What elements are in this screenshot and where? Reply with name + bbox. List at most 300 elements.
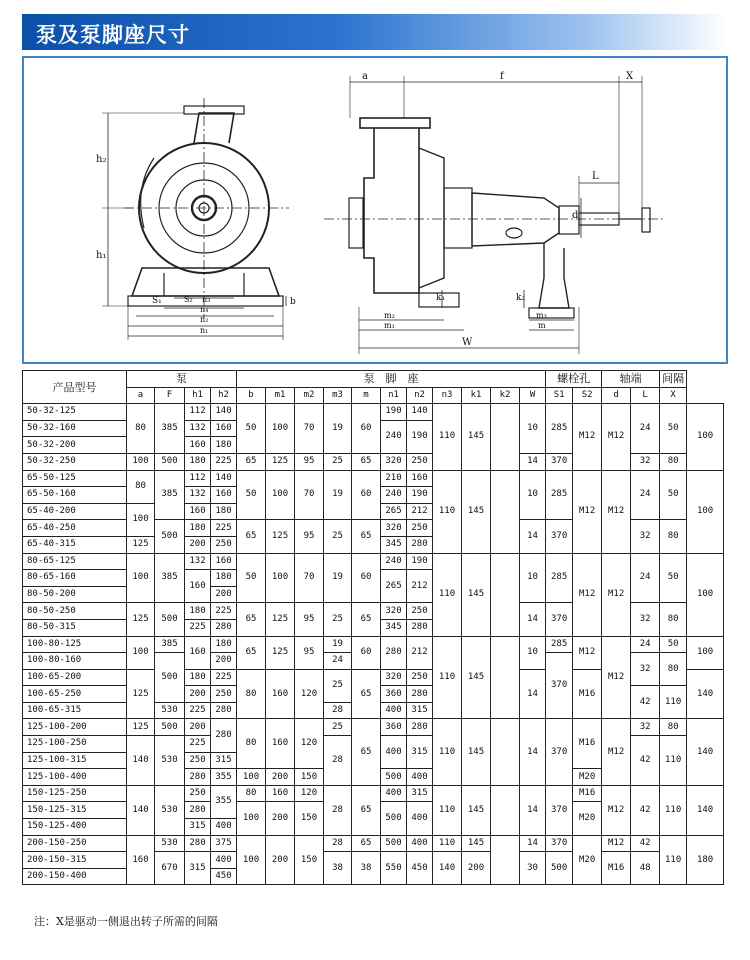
value-cell: 285	[546, 404, 573, 454]
side-view	[324, 76, 664, 354]
value-cell: 315	[407, 736, 433, 769]
value-cell: 132	[185, 553, 211, 570]
value-cell: 550	[381, 852, 407, 885]
value-cell: 200	[266, 802, 295, 835]
value-cell: 24	[631, 470, 660, 520]
value-cell: 125	[266, 520, 295, 553]
value-cell: 530	[155, 702, 185, 719]
label-a: a	[362, 71, 368, 82]
value-cell: 125	[127, 603, 155, 636]
value-cell: 110	[433, 470, 462, 553]
value-cell: 42	[631, 785, 660, 835]
value-cell: 65	[352, 453, 381, 470]
model-cell: 100-65-250	[23, 686, 127, 703]
value-cell: 60	[352, 553, 381, 603]
model-cell: 125-100-400	[23, 769, 127, 786]
value-cell: 110	[660, 736, 687, 786]
value-cell: 280	[185, 802, 211, 819]
value-cell: 265	[381, 503, 407, 520]
col-header: m3	[324, 387, 352, 404]
value-cell: 100	[237, 769, 266, 786]
model-cell: 80-65-125	[23, 553, 127, 570]
title-bar	[22, 14, 728, 50]
value-cell: 315	[185, 819, 211, 836]
value-cell: 225	[211, 669, 237, 686]
value-cell: 14	[520, 453, 546, 470]
value-cell: 110	[433, 719, 462, 785]
col-header: h1	[185, 387, 211, 404]
label-w: W	[462, 337, 473, 348]
value-cell: 24	[631, 553, 660, 603]
value-cell: 10	[520, 553, 546, 603]
value-cell: 110	[660, 686, 687, 719]
value-cell: 280	[407, 719, 433, 736]
value-cell: 240	[381, 487, 407, 504]
table-row	[23, 553, 724, 570]
value-cell: 150	[295, 802, 324, 835]
value-cell: 500	[546, 852, 573, 885]
value-cell: M12	[602, 785, 631, 835]
value-cell: 65	[352, 785, 381, 835]
value-cell: 180	[185, 603, 211, 620]
value-cell: 240	[381, 553, 407, 570]
col-header: L	[631, 387, 660, 404]
value-cell: 80	[660, 453, 687, 470]
model-cell: 80-50-200	[23, 586, 127, 603]
value-cell: 200	[266, 835, 295, 885]
col-header: k2	[491, 387, 520, 404]
value-cell: 32	[631, 520, 660, 553]
value-cell: 50	[660, 404, 687, 454]
value-cell: 530	[155, 835, 185, 852]
value-cell: 132	[185, 420, 211, 437]
drawing-panel	[22, 56, 728, 364]
header-row-2	[23, 387, 724, 404]
value-cell: 14	[520, 835, 546, 852]
value-cell: 225	[211, 520, 237, 537]
value-cell: 14	[520, 785, 546, 835]
hdr-gap: 间隔	[660, 371, 687, 388]
value-cell: 145	[462, 553, 491, 636]
hdr-shaft: 轴端	[602, 371, 660, 388]
value-cell: 225	[185, 702, 211, 719]
table-row	[23, 719, 724, 736]
value-cell: 280	[407, 536, 433, 553]
label-n2: n₂	[200, 315, 209, 324]
value-cell: 28	[324, 702, 352, 719]
value-cell: 160	[185, 570, 211, 603]
value-cell: 50	[660, 470, 687, 520]
label-m1: m₁	[384, 321, 395, 330]
value-cell: 315	[407, 702, 433, 719]
value-cell: 285	[546, 470, 573, 520]
value-cell: 200	[185, 686, 211, 703]
value-cell: 370	[546, 835, 573, 852]
value-cell: 315	[407, 785, 433, 802]
footnote: 注：X是驱动一侧退出转子所需的间隔	[34, 915, 218, 928]
value-cell: 400	[407, 835, 433, 852]
value-cell: 500	[155, 719, 185, 736]
value-cell: 38	[324, 852, 352, 885]
label-s2: S₂	[184, 295, 193, 304]
value-cell: 65	[237, 453, 266, 470]
value-cell: 160	[211, 553, 237, 570]
value-cell: M12	[573, 636, 602, 669]
value-cell: 80	[127, 404, 155, 454]
value-cell: 65	[352, 835, 381, 852]
value-cell	[491, 785, 520, 835]
value-cell: 160	[127, 835, 155, 885]
value-cell: 250	[185, 785, 211, 802]
model-cell: 65-50-160	[23, 487, 127, 504]
value-cell: 100	[266, 553, 295, 603]
value-cell: 450	[211, 868, 237, 885]
value-cell: 100	[127, 553, 155, 603]
value-cell: 110	[433, 553, 462, 636]
value-cell: 140	[211, 404, 237, 421]
value-cell: 250	[407, 669, 433, 686]
value-cell: M12	[573, 553, 602, 636]
value-cell: 125	[266, 603, 295, 636]
value-cell: 112	[185, 404, 211, 421]
value-cell: 225	[211, 603, 237, 620]
value-cell: 140	[687, 785, 724, 835]
value-cell: 50	[660, 636, 687, 653]
model-cell: 150-125-400	[23, 819, 127, 836]
value-cell: 25	[324, 453, 352, 470]
value-cell: 42	[631, 686, 660, 719]
col-header: m1	[266, 387, 295, 404]
value-cell: M12	[602, 553, 631, 636]
value-cell: 140	[211, 470, 237, 487]
value-cell: 25	[324, 719, 352, 736]
value-cell: M16	[573, 669, 602, 719]
value-cell: 70	[295, 553, 324, 603]
value-cell: 280	[407, 619, 433, 636]
value-cell: 80	[660, 653, 687, 686]
value-cell: 65	[352, 719, 381, 785]
label-n1: n₁	[200, 326, 209, 335]
value-cell: 370	[546, 453, 573, 470]
value-cell: 265	[381, 570, 407, 603]
value-cell: 19	[324, 553, 352, 603]
model-cell: 200-150-400	[23, 868, 127, 885]
col-header: n3	[433, 387, 462, 404]
value-cell: 250	[185, 752, 211, 769]
value-cell: 250	[211, 536, 237, 553]
value-cell: 60	[352, 404, 381, 454]
label-f: f	[500, 71, 504, 82]
value-cell: 100	[127, 453, 155, 470]
col-header: X	[660, 387, 687, 404]
value-cell: 14	[520, 719, 546, 785]
col-header: h2	[211, 387, 237, 404]
value-cell: 180	[211, 503, 237, 520]
col-header: W	[520, 387, 546, 404]
pump-drawing	[24, 58, 726, 362]
col-header: m	[352, 387, 381, 404]
value-cell: 500	[381, 769, 407, 786]
table-row	[23, 470, 724, 487]
value-cell: 400	[381, 736, 407, 769]
model-cell: 65-40-250	[23, 520, 127, 537]
value-cell: 25	[324, 669, 352, 702]
value-cell: 19	[324, 470, 352, 520]
model-cell: 150-125-250	[23, 785, 127, 802]
value-cell: 212	[407, 570, 433, 603]
model-cell: 80-50-250	[23, 603, 127, 620]
value-cell: 280	[185, 769, 211, 786]
model-cell: 125-100-250	[23, 736, 127, 753]
value-cell: 250	[407, 603, 433, 620]
value-cell: 370	[546, 603, 573, 636]
value-cell: 80	[237, 669, 266, 719]
model-cell: 80-50-315	[23, 619, 127, 636]
value-cell: 112	[185, 470, 211, 487]
value-cell: M12	[573, 470, 602, 553]
value-cell: 375	[211, 835, 237, 852]
value-cell: 190	[407, 553, 433, 570]
model-cell: 100-80-125	[23, 636, 127, 653]
value-cell: 110	[433, 636, 462, 719]
value-cell: 100	[687, 636, 724, 669]
value-cell: 200	[462, 852, 491, 885]
value-cell: 100	[237, 835, 266, 885]
value-cell: 145	[462, 636, 491, 719]
label-l: L	[592, 171, 599, 182]
value-cell: 315	[211, 752, 237, 769]
value-cell: 280	[407, 686, 433, 703]
model-cell: 150-125-315	[23, 802, 127, 819]
value-cell: 65	[237, 520, 266, 553]
label-m3: m₃	[536, 311, 547, 320]
value-cell: 100	[266, 404, 295, 454]
value-cell: 212	[407, 503, 433, 520]
value-cell: 100	[687, 404, 724, 470]
value-cell: 28	[324, 785, 352, 835]
col-header: b	[237, 387, 266, 404]
value-cell: 200	[211, 653, 237, 670]
value-cell: 60	[352, 636, 381, 669]
value-cell: 50	[237, 404, 266, 454]
value-cell: 160	[185, 437, 211, 454]
label-k1: k₁	[436, 293, 446, 303]
value-cell: 24	[631, 636, 660, 653]
value-cell: 70	[295, 404, 324, 454]
value-cell: 400	[211, 852, 237, 869]
value-cell: M12	[602, 719, 631, 785]
col-header: S1	[546, 387, 573, 404]
value-cell	[491, 470, 520, 553]
value-cell: 530	[155, 785, 185, 835]
value-cell: 95	[295, 453, 324, 470]
label-m2: m₂	[384, 311, 395, 320]
col-header: a	[127, 387, 155, 404]
col-header: m2	[295, 387, 324, 404]
value-cell: 65	[352, 603, 381, 636]
value-cell: 10	[520, 470, 546, 520]
hdr-bolt: 螺栓孔	[546, 371, 602, 388]
value-cell: 110	[660, 835, 687, 885]
value-cell: 125	[266, 636, 295, 669]
value-cell: 385	[155, 636, 185, 653]
value-cell: 140	[433, 852, 462, 885]
label-h2: h₂	[96, 154, 107, 165]
model-cell: 100-80-160	[23, 653, 127, 670]
value-cell: 280	[211, 619, 237, 636]
model-cell: 125-100-200	[23, 719, 127, 736]
page-title: 泵及泵脚座尺寸	[36, 22, 190, 47]
value-cell: M12	[602, 636, 631, 719]
value-cell: 100	[687, 553, 724, 636]
value-cell: 320	[381, 603, 407, 620]
value-cell: 355	[211, 785, 237, 818]
label-x: X	[626, 71, 634, 82]
value-cell: 110	[433, 785, 462, 835]
value-cell: 100	[127, 503, 155, 536]
value-cell: 400	[381, 785, 407, 802]
value-cell: 285	[546, 553, 573, 603]
value-cell: 65	[237, 603, 266, 636]
model-cell: 100-65-315	[23, 702, 127, 719]
value-cell	[491, 404, 520, 470]
value-cell: 70	[295, 470, 324, 520]
value-cell: 212	[407, 636, 433, 669]
value-cell: 42	[631, 835, 660, 852]
label-s1: S₁	[152, 296, 162, 306]
value-cell: 450	[407, 852, 433, 885]
label-n4: n₄	[200, 305, 209, 314]
value-cell: M16	[602, 852, 631, 885]
value-cell	[491, 835, 520, 885]
value-cell: 370	[546, 719, 573, 785]
value-cell	[491, 719, 520, 785]
value-cell: 125	[266, 453, 295, 470]
value-cell: 19	[324, 404, 352, 454]
value-cell: M16	[573, 785, 602, 802]
model-cell: 200-150-315	[23, 852, 127, 869]
col-header: n2	[407, 387, 433, 404]
value-cell: 180	[211, 437, 237, 454]
value-cell: 110	[433, 835, 462, 852]
value-cell: 10	[520, 636, 546, 669]
value-cell: 100	[237, 802, 266, 835]
model-cell: 80-65-160	[23, 570, 127, 587]
hdr-foot: 泵 脚 座	[237, 371, 546, 388]
value-cell: 250	[407, 520, 433, 537]
value-cell: 120	[295, 669, 324, 719]
value-cell: 160	[211, 420, 237, 437]
value-cell: 32	[631, 719, 660, 736]
col-header: n1	[381, 387, 407, 404]
value-cell: 500	[155, 453, 185, 470]
label-n3: n₃	[202, 295, 211, 304]
value-cell: 200	[185, 536, 211, 553]
value-cell: 14	[520, 603, 546, 636]
value-cell: 400	[407, 769, 433, 786]
value-cell: 320	[381, 453, 407, 470]
value-cell: 24	[631, 404, 660, 454]
value-cell: 225	[185, 736, 211, 753]
value-cell: 95	[295, 603, 324, 636]
value-cell: 360	[381, 719, 407, 736]
model-cell: 50-32-125	[23, 404, 127, 421]
value-cell: 125	[127, 669, 155, 719]
value-cell: 145	[462, 835, 491, 852]
value-cell: 160	[185, 503, 211, 520]
value-cell: 370	[546, 785, 573, 835]
value-cell: 180	[211, 636, 237, 653]
col-header: F	[155, 387, 185, 404]
value-cell: 355	[211, 769, 237, 786]
model-cell: 50-32-160	[23, 420, 127, 437]
value-cell	[491, 636, 520, 719]
table-row	[23, 636, 724, 653]
value-cell: 670	[155, 852, 185, 885]
hdr-pump: 泵	[127, 371, 237, 388]
model-cell: 50-32-200	[23, 437, 127, 454]
value-cell: 120	[295, 719, 324, 769]
value-cell: 145	[462, 404, 491, 470]
table-row	[23, 404, 724, 421]
value-cell: 100	[127, 636, 155, 669]
table-row	[23, 785, 724, 802]
model-cell: 65-40-315	[23, 536, 127, 553]
dimension-table	[22, 370, 724, 885]
hdr-model: 产品型号	[23, 371, 127, 404]
value-cell: 225	[185, 619, 211, 636]
value-cell: 80	[660, 603, 687, 636]
value-cell: 14	[520, 669, 546, 719]
col-header: d	[602, 387, 631, 404]
value-cell: 250	[407, 453, 433, 470]
value-cell: 200	[211, 586, 237, 603]
value-cell: M16	[573, 719, 602, 769]
value-cell: 280	[381, 636, 407, 669]
value-cell: 280	[211, 719, 237, 752]
value-cell: 95	[295, 520, 324, 553]
value-cell: 140	[687, 719, 724, 785]
value-cell: 285	[546, 636, 573, 653]
value-cell: 385	[155, 553, 185, 603]
value-cell: 200	[266, 769, 295, 786]
value-cell: 500	[155, 603, 185, 636]
value-cell: 95	[295, 636, 324, 669]
table-row	[23, 835, 724, 852]
value-cell: 19	[324, 636, 352, 653]
value-cell: 42	[631, 736, 660, 786]
value-cell: 125	[127, 719, 155, 736]
value-cell: 370	[546, 653, 573, 719]
value-cell: 100	[687, 470, 724, 553]
value-cell: 400	[211, 819, 237, 836]
value-cell: 180	[185, 453, 211, 470]
value-cell: 120	[295, 785, 324, 802]
value-cell: 160	[266, 669, 295, 719]
value-cell: M12	[602, 470, 631, 553]
value-cell: 500	[381, 802, 407, 835]
value-cell: 100	[266, 470, 295, 520]
value-cell: 210	[381, 470, 407, 487]
value-cell: 80	[237, 719, 266, 769]
value-cell: 32	[631, 603, 660, 636]
value-cell: 240	[381, 420, 407, 453]
value-cell: 315	[185, 852, 211, 885]
value-cell: 150	[295, 769, 324, 786]
model-cell: 65-50-125	[23, 470, 127, 487]
value-cell: 80	[127, 470, 155, 503]
value-cell: 14	[520, 520, 546, 553]
